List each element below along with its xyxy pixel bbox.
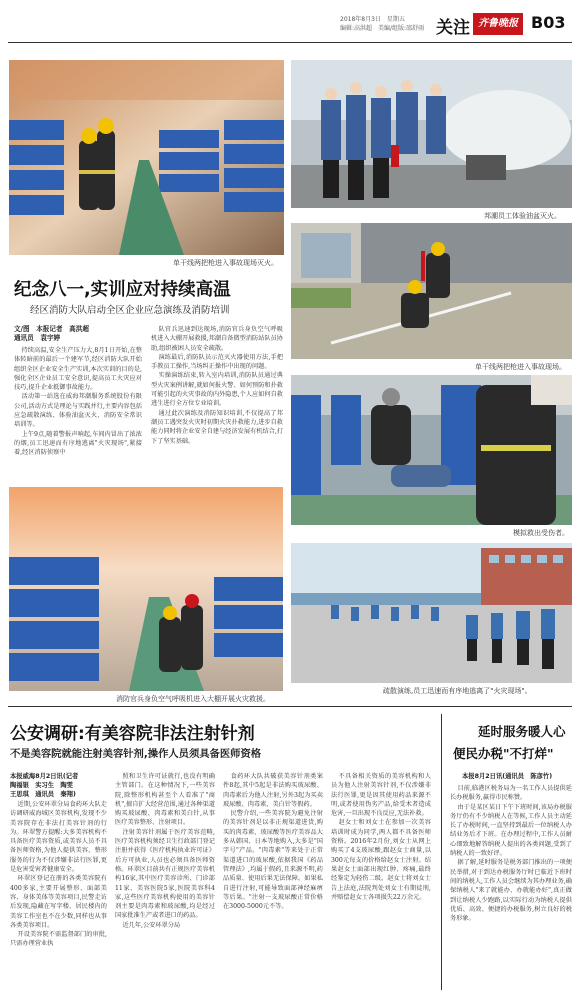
story2-paragraph: 民警介绍,一些美容院为避免注射的美容针剂是以非正规渠道进货,购买的肉毒素、玻尿酸等医疗美容品大多从韩国、日本等地购入,大多是"国字号"产品。"肉毒素"等来处于正常渠道进口的玻尿酸,依据我国《药品管理法》,均属于假药,且来源不明,药品质量、使用后果无法保障。如果私自进行注射,可能导致面部神经麻痹等后果。"注射一支玻尿酸正常价格在3000-5000元不等。 bbox=[223, 810, 323, 911]
story1-subtitle: 经区消防大队启动全区企业应急演练及消防培训 bbox=[30, 305, 230, 316]
caption-warehouse-rescue: 单干线两把枪进入事故现场灭火。 bbox=[173, 259, 278, 267]
story2-paragraph: 近期,公安环翠分局食药环大队走访调研威海城区美容机构,发现不少美容院存在非法打美容针剂的行为。环翠警方提醒:大多美容机构不具备医疗美容资质,或美容人员不具备医师资格,为他人提供美容、整形服务的行为不仅涉嫌非法行医罪,更是危害受害者健康安全。 bbox=[10, 801, 107, 874]
date-line: 2018年8月3日 星期五 bbox=[340, 16, 405, 23]
section-divider bbox=[8, 706, 572, 707]
story1-column-1 bbox=[14, 346, 142, 476]
story1-paragraph: 持续高温,安全生产压力大,8月1日开始,在整体转暗前的最后一个建军节,经区消防大队开始组织全区企业安全生产实训,本次实训的目的是,强化全区企业员工安全意识,提高员工火灾应对技巧,提升企业抵御事故能力。 bbox=[14, 347, 142, 392]
story2-byline: 本报威海8月2日讯(记者 陶福银 实习生 陶雯 王思琪 通讯员 秦翔) bbox=[10, 773, 79, 798]
header-rule bbox=[8, 42, 572, 43]
story2-column-4 bbox=[331, 772, 431, 990]
story1-paragraph: 通过此次演练及消防知识培训,不仅提高了邦潮员工遇突发火灾时初期火灾扑救能力,进步自救能力同时将企业安全自建与经济发展有机结合,打下了坚实基础。 bbox=[151, 409, 283, 445]
story3-byline: 本报8月2日讯(通讯员 陈彦竹) bbox=[462, 773, 553, 780]
story2-column-3 bbox=[223, 772, 323, 990]
photo-warehouse-firefighters bbox=[9, 60, 284, 255]
story3-paragraph: 据了解,延时服务是税务部门推出的一项便民举措,对于到达办税服务厅时已临近下班时间的纳税人,工作人员会继续为其办理业务,确保纳税人"来了就能办、办就能办好",真正做到让纳税人少跑路,以实际行动为纳税人提供优质、高效、便捷的办税服务,树立良好的税务形象。 bbox=[450, 859, 572, 923]
story3-paragraph: 目前,临港区税务局为一名工作人员提供延长办税服务,赢得市民称赞。 bbox=[450, 785, 572, 802]
story1-paragraph: 上午9点,随着警报声响起,车间内冒出了浓浓的烟,员工迅速而有序地逃离"火灾现场",紧接着,经区消防侦察中 bbox=[14, 430, 142, 457]
photo-evacuation-drill bbox=[291, 543, 572, 683]
story1-title: 纪念八一,实训应对持续高温 bbox=[14, 280, 231, 300]
story1-byline: 文/图 本报记者 高洪超 通讯员 袁宇婷 bbox=[14, 325, 89, 342]
story2-paragraph: 近几年,公安环翠分局 bbox=[122, 921, 181, 929]
page-number: B03 bbox=[531, 13, 566, 32]
story1-column-2 bbox=[151, 325, 283, 476]
photo-hose-advance bbox=[291, 223, 572, 359]
story2-paragraph: 环翠区登记在册的各类美容院有400多家,主要开展整形、面部美容、身体美体等美容项目,民警走访后发现,隐藏在写字楼、居民楼内的美容工作室也不在少数,同样也从事各类美容项目。 bbox=[10, 875, 107, 929]
caption-breathing-apparatus: 消防官兵身负空气呼吸机进入大棚开展火灾救援。 bbox=[116, 695, 270, 703]
story3-paragraph: 由于是某区某日下午下班时间,该局办税服务厅仍有不少纳税人在等候,工作人员主动延长了办税时间,一直坚持到最后一位纳税人办结业务后才下班。在办理过程中,工作人员耐心细致地解答纳税人提出的各类问题,受到了纳税人的一致好评。 bbox=[450, 803, 572, 858]
photo-breathing-apparatus bbox=[9, 487, 283, 691]
story2-title: 公安调研:有美容院非法注射针剂 bbox=[10, 724, 255, 744]
column-divider bbox=[441, 714, 442, 990]
caption-victim-rescue: 模拟救出受伤者。 bbox=[513, 529, 569, 537]
story1-paragraph: 演练最后,消防队员示范灭火器使用方法,手把手教员工操作,当场纠正操作中出现的问题。 bbox=[151, 353, 283, 371]
story3-title-line2: 便民办税"不打烊" bbox=[453, 746, 554, 761]
caption-evacuation: 疏散演练,员工迅速而有序地逃离了"火灾现场"。 bbox=[383, 687, 532, 695]
photo-employees-extinguisher bbox=[291, 60, 572, 208]
story2-paragraph: 注射美容针剂属于医疗美容范畴,医疗美容机构须经卫生行政部门登记注册并获得《医疗机构执业许可证》后方可执业,人员也必须具备医师资格。环翠区目前共有正规医疗美容机构16家,其中医疗美容诊所、门诊部11家、美容医院5家,医院美容科4家,这些医疗美容机构使用的美容针剂主要是肉毒素和玻尿酸,均是经过国家批准生产或者进口的药品。 bbox=[115, 828, 215, 920]
story3-body bbox=[450, 784, 572, 990]
photo-victim-rescue bbox=[291, 375, 572, 525]
story2-paragraph: 照和卫生许可证就行,也没有明确主管部门。在这种情况下,一些美容院,除整形机构甚至个人看准了"商机",擅自扩大经营范围,通过各种渠道购买玻尿酸、肉毒素和美白针,从事医疗美容整形、注射项目。 bbox=[115, 773, 215, 827]
story2-subtitle: 不是美容院就能注射美容针剂,操作人员须具备医师资格 bbox=[10, 748, 262, 760]
section-title: 关注 bbox=[436, 18, 470, 38]
paper-logo: 齐鲁晚报 bbox=[473, 13, 523, 35]
story2-paragraph: 不具备相关资质的美容机构和人员为他人注射美容针剂,不仅涉嫌非法行医罪,更是因其使用药品来源不明,或者使用伪劣产品,给受术者造成危害,一旦出现不良反应,无法补救。 bbox=[331, 773, 431, 818]
story1-paragraph: 实操演练结束,转入室内培训,消防队员通过典型火灾案例讲解,就如何报火警、如何预防和扑救可能引起的火灾事故的内外隐患,个人应如何自救逃生进行全方位专业培训。 bbox=[151, 372, 283, 408]
story2-column-2 bbox=[115, 772, 215, 990]
story2-column-1 bbox=[10, 800, 107, 990]
story1-paragraph: 活动第一站选在威海邦潮服务系统股份有限公司,活动方式是理论与实践并行,主要内容包括应急疏散演练、体验油盆灭火、消防安全常识培训等。 bbox=[14, 393, 142, 429]
editor-line: 编辑:高洪超 美编/组版:邵舒雨 bbox=[340, 25, 425, 32]
story3-title: 延时服务暖人心 bbox=[478, 724, 566, 739]
caption-employee-extinguisher: 邦潮员工体验油盆灭火。 bbox=[484, 212, 561, 220]
story2-paragraph: 开设美容院不需监督部门的审批,只需办理营业执 bbox=[10, 931, 107, 948]
story2-paragraph: 食药环大队共破获美容针剂类案件8起,其中5起是非法购买玻尿酸、肉毒素后为他人注射,另外3起为买卖玻尿酸、肉毒素、美白针等假药。 bbox=[223, 773, 323, 808]
caption-hose-advance: 单干线两把枪进入事故现场。 bbox=[475, 363, 566, 371]
story1-paragraph: 队官兵迅速到达现场,消防官兵身负空气呼吸机进入大棚开展救援,邦潮自备微型消防站队员协助,组织被困人员安全疏散。 bbox=[151, 326, 283, 352]
story2-paragraph: 赵女士和刘女士在参加一次美容培训时成为同学,两人都不具备医师资格。2016年2月份,刘女士从网上购买了4支玻尿酸,跟赵女士商量,以300元每支的价格给赵女士注射。结果赵女士面部出现红肿、疼痛,最终经鉴定为轻伤二级。赵女士将刘女士告上法庭,法院判处刘女士有期徒刑,并赔偿赵女士各项损失22万余元。 bbox=[331, 819, 431, 901]
